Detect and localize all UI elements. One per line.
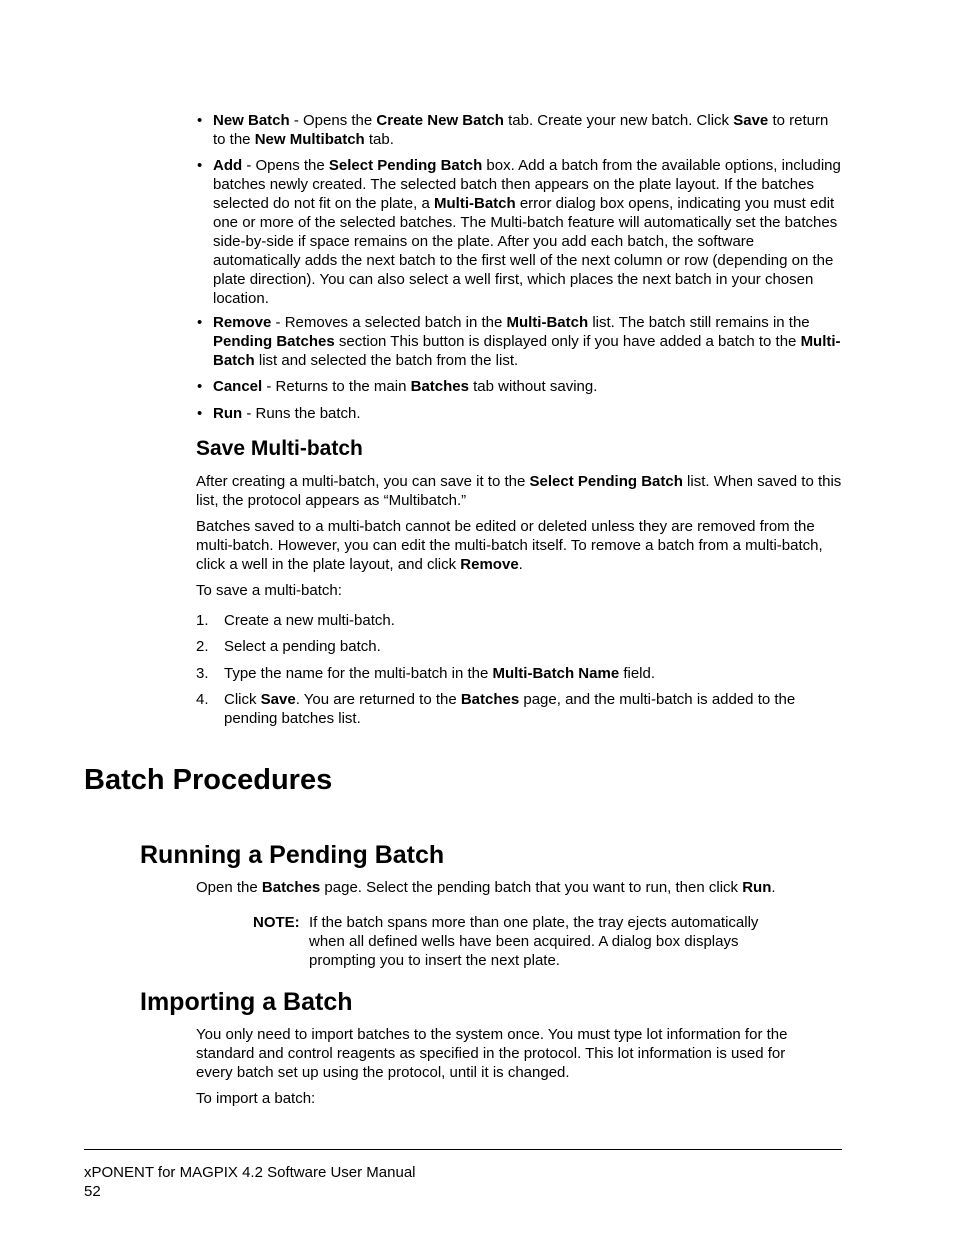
running-para: Open the Batches page. Select the pending batch that you want to run, then click Run. [196, 879, 776, 896]
bullet-add: • Add - Opens the Select Pending Batch box. Add a batch from the available options, including batches newly created. The selected batch then appears on the plate layout. If the batches selected do not fit on the plate, a Multi-Batch error dialog box opens, indicating you must edit one or more of the selected batches. The Multi-batch feature will automatically set the batches side-by-side if space remains on the plate. After you add each batch, the software automatically adds the next batch to the first well of the next column or row (depending on the plate direction). You can also select a well first, which places the next batch in your chosen location. [197, 157, 841, 307]
save-multibatch-heading: Save Multi-batch [196, 437, 363, 460]
step-item: 4. Click Save. You are returned to the Batches page, and the multi-batch is added to the pending batches list. [196, 691, 796, 727]
bullet-text: Run - Runs the batch. [213, 405, 361, 422]
bullet-cancel: • Cancel - Returns to the main Batches tab without saving. [197, 377, 842, 396]
footer-divider [84, 1149, 842, 1150]
bullet-text: Cancel - Returns to the main Batches tab without saving. [213, 378, 598, 395]
importing-intro: To import a batch: [196, 1090, 316, 1107]
note-label: NOTE: [253, 914, 300, 931]
footer-title: xPONENT for MAGPIX 4.2 Software User Manual [84, 1164, 416, 1181]
step-item: 2. Select a pending batch. [196, 638, 381, 655]
bullet-remove: • Remove - Removes a selected batch in the Multi-Batch list. The batch still remains in the Pending Batches section This button is displayed only if you have added a batch to the Multi-Batch list and selected the batch from the list. [197, 314, 841, 369]
bullet-text: Add - Opens the Select Pending Batch box. Add a batch from the available options, including batches newly created. The selected batch then appears on the plate layout. If the batches selected do not fit on the plate, a Multi-Batch error dialog box opens, indicating you must edit one or more of the selected batches. The Multi-batch feature will automatically set the batches side-by-side if space remains on the plate. After you add each batch, the software automatically adds the next batch to the first well of the next column or row (depending on the plate direction). You can also select a well first, which places the next batch in your chosen location. [213, 157, 841, 307]
save-para-2: Batches saved to a multi-batch cannot be edited or deleted unless they are removed from the multi-batch. However, you can edit the multi-batch itself. To remove a batch from a multi-batch, click a well in the plate layout, and click Remove. [196, 518, 823, 573]
bullet-text: New Batch - Opens the Create New Batch tab. Create your new batch. Click Save to return to the New Multibatch tab. [213, 112, 829, 148]
page-number: 52 [84, 1183, 101, 1200]
bullet-text: Remove - Removes a selected batch in the Multi-Batch list. The batch still remains in the Pending Batches section This button is displayed only if you have added a batch to the Multi-Batch list and selected the batch from the list. [213, 314, 841, 369]
step-item: 3. Type the name for the multi-batch in the Multi-Batch Name field. [196, 665, 656, 682]
save-para-1: After creating a multi-batch, you can save it to the Select Pending Batch list. When saved to this list, the protocol appears as “Multibatch.” [196, 473, 842, 509]
bullet-new-batch: • New Batch - Opens the Create New Batch tab. Create your new batch. Click Save to return to the New Multibatch tab. [197, 111, 842, 149]
importing-heading: Importing a Batch [140, 988, 353, 1016]
bullet-run: • Run - Runs the batch. [197, 404, 842, 423]
save-intro: To save a multi-batch: [196, 582, 342, 599]
running-heading: Running a Pending Batch [140, 841, 445, 869]
batch-procedures-heading: Batch Procedures [84, 764, 333, 796]
importing-para: You only need to import batches to the system once. You must type lot information for the standard and control reagents as specified in the protocol. This lot information is used for every batch set up using the protocol, until it is changed. [196, 1026, 788, 1081]
step-item: 1. Create a new multi-batch. [196, 612, 395, 629]
note-text: If the batch spans more than one plate, the tray ejects automatically when all defined wells have been acquired. A dialog box displays prompting you to insert the next plate. [309, 914, 759, 969]
